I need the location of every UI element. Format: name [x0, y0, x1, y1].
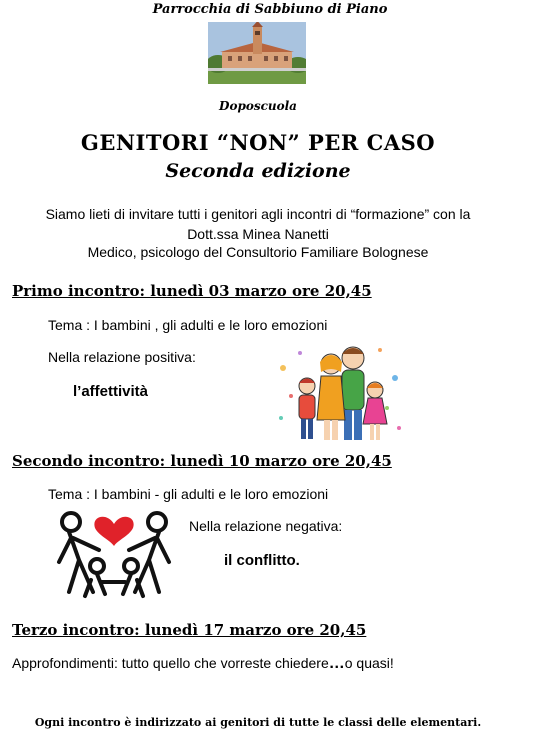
footer-note: Ogni incontro è indirizzato ai genitori di tutte le classi delle elementari.	[34, 716, 482, 729]
intro-line-1: Siamo lieti di invitare tutti i genitori agli incontri di “formazione” con la	[45, 206, 471, 222]
meeting-2-theme: Tema : I bambini - gli adulti e le loro emozioni	[48, 486, 329, 502]
family-drawing-icon	[275, 338, 405, 448]
meeting-1-value: l’affettività	[73, 383, 149, 400]
meeting-3-text: Approfondimenti: tutto quello che vorreste chiedere	[12, 655, 329, 671]
meeting-3-ellipsis: …	[328, 655, 345, 672]
intro-line-3: Medico, psicologo del Consultorio Familiare Bolognese	[87, 244, 429, 260]
meeting-3-heading: Terzo incontro: lunedì 17 marzo ore 20,45	[12, 621, 367, 639]
meeting-3-tail: o quasi!	[344, 655, 394, 671]
meeting-2-relation: Nella relazione negativa:	[189, 518, 343, 534]
subtitle: Doposcuola	[219, 99, 297, 113]
meeting-1-relation: Nella relazione positiva:	[48, 349, 196, 365]
meeting-1-theme: Tema : I bambini , gli adulti e le loro emozioni	[48, 317, 328, 333]
meeting-2-heading: Secondo incontro: lunedì 10 marzo ore 20,45	[12, 452, 392, 470]
meeting-3-description	[12, 655, 394, 673]
church-photo-icon	[208, 22, 306, 84]
page-title: GENITORI “NON” PER CASO	[80, 130, 436, 155]
parish-name: Parrocchia di Sabbiuno di Piano	[152, 2, 388, 17]
intro-line-2: Dott.ssa Minea Nanetti	[187, 226, 329, 242]
hugging-figures-heart-icon	[55, 502, 173, 602]
meeting-2-value: il conflitto.	[224, 552, 300, 569]
meeting-1-heading: Primo incontro: lunedì 03 marzo ore 20,45	[12, 282, 372, 300]
edition-title: Seconda edizione	[165, 160, 351, 182]
